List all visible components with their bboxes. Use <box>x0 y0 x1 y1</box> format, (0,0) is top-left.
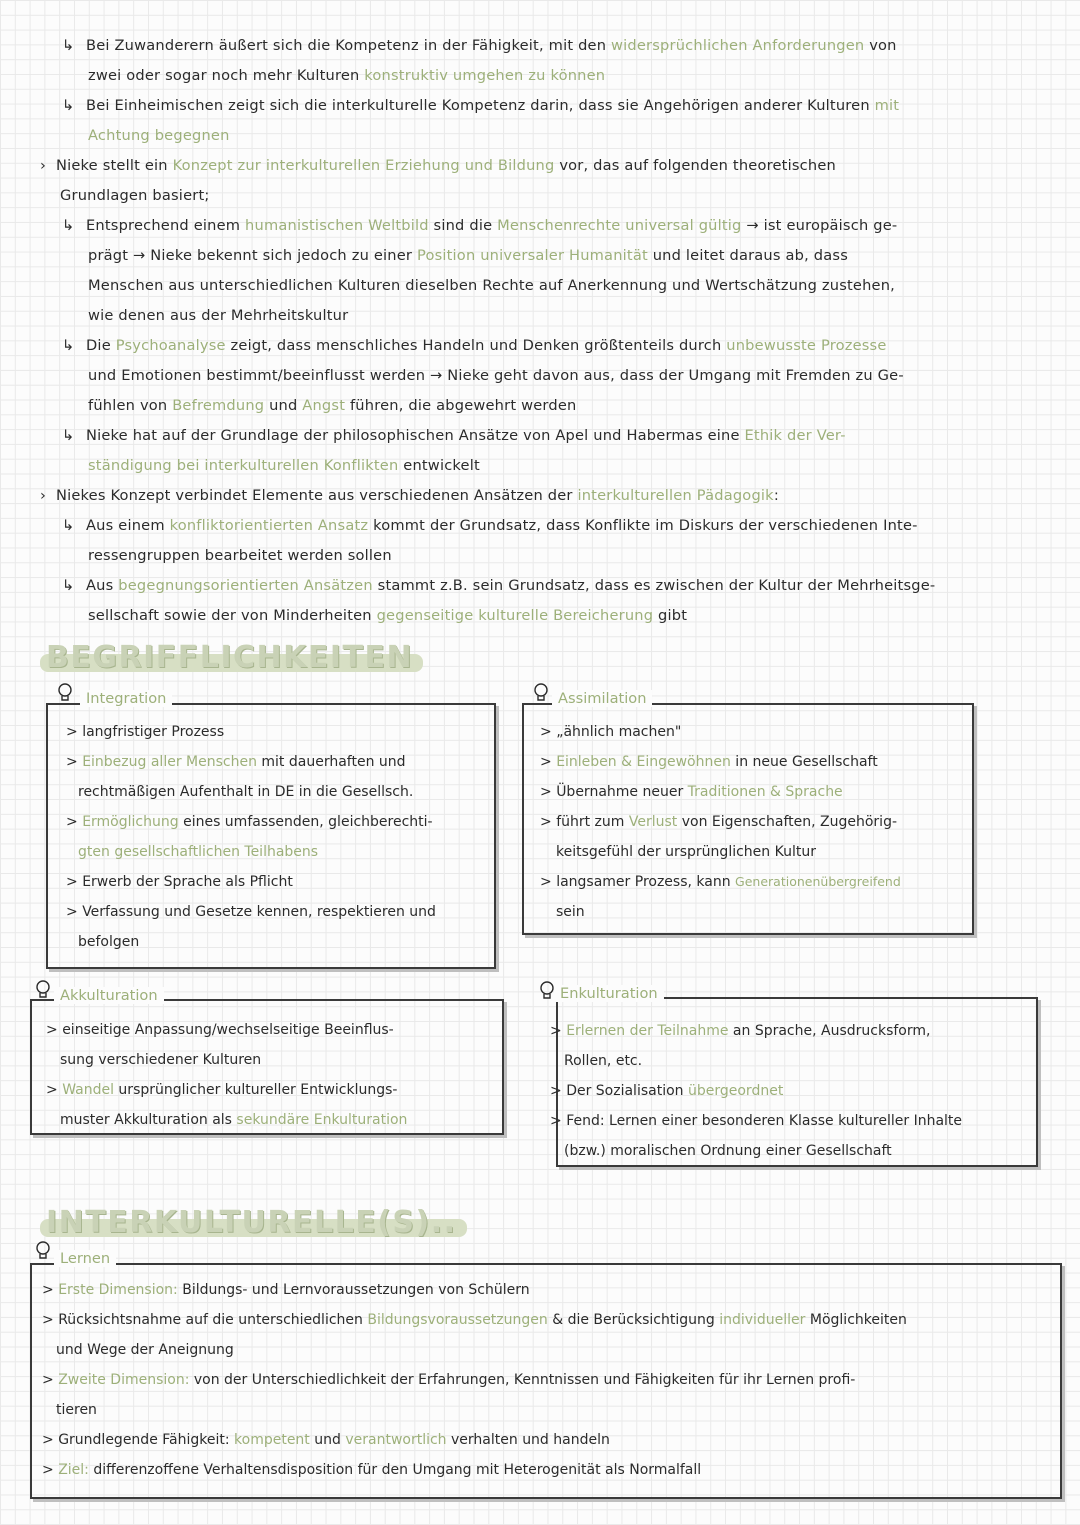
arrow-icon: ↳ <box>62 517 75 534</box>
integration-line-5: gten gesellschaftlichen Teilhabens <box>78 844 319 860</box>
akkulturation-title: Akkulturation <box>54 987 164 1004</box>
enkulturation-line-4: > Fend: Lernen einer besonderen Klasse kultureller Inhalte <box>550 1113 963 1129</box>
enkulturation-title: Enkulturation <box>554 985 664 1002</box>
section-heading-interkulturelle: INTERKULTURELLE(S).. <box>46 1205 457 1240</box>
section-heading-begrifflichkeiten: BEGRIFFLICHKEITEN <box>46 640 413 675</box>
intro-line-5: › Nieke stellt ein Konzept zur interkulturellen Erziehung und Bildung vor, das auf folgenden theoretischen <box>40 157 836 174</box>
enkulturation-line-3: > Der Sozialisation übergeordnet <box>550 1083 784 1099</box>
assimilation-title: Assimilation <box>552 690 652 707</box>
lernen-line-1: > Erste Dimension: Bildungs- und Lernvoraussetzungen von Schülern <box>42 1282 530 1298</box>
enkulturation-line-5: (bzw.) moralischen Ordnung einer Gesellschaft <box>564 1143 892 1159</box>
lightbulb-icon <box>56 682 74 704</box>
integration-line-8: befolgen <box>78 934 140 950</box>
intro-line-20: sellschaft sowie der von Minderheiten gegenseitige kulturelle Bereicherung gibt <box>88 607 688 624</box>
intro-line-7: ↳ Entsprechend einem humanistischen Weltbild sind die Menschenrechte universal gültig → ist europäisch ge- <box>62 211 897 241</box>
lightbulb-icon <box>34 979 52 1001</box>
arrow-icon: ↳ <box>62 217 75 234</box>
lernen-line-6: > Grundlegende Fähigkeit: kompetent und verantwortlich verhalten und handeln <box>42 1432 610 1448</box>
lernen-title: Lernen <box>54 1250 116 1267</box>
assimilation-line-7: sein <box>556 904 585 920</box>
intro-line-13: fühlen von Befremdung und Angst führen, die abgewehrt werden <box>88 397 577 414</box>
intro-line-11: ↳ Die Psychoanalyse zeigt, dass menschliches Handeln und Denken größtenteils durch unbewusste Prozesse <box>62 331 887 361</box>
assimilation-line-5: keitsgefühl der ursprünglichen Kultur <box>556 844 816 860</box>
lightbulb-icon <box>532 682 550 704</box>
intro-line-8: prägt → Nieke bekennt sich jedoch zu einer Position universaler Humanität und leitet daraus ab, dass <box>88 247 849 264</box>
intro-line-3: ↳ Bei Einheimischen zeigt sich die interkulturelle Kompetenz darin, dass sie Angehörigen anderer Kulturen mit <box>62 91 899 121</box>
intro-line-4: Achtung begegnen <box>88 127 230 144</box>
lernen-line-4: > Zweite Dimension: von der Unterschiedlichkeit der Erfahrungen, Kenntnissen und Fähigkeiten für ihr Lernen profi- <box>42 1372 856 1388</box>
arrow-icon: ↳ <box>62 427 75 444</box>
integration-line-7: > Verfassung und Gesetze kennen, respektieren und <box>66 904 436 920</box>
integration-line-1: > langfristiger Prozess <box>66 724 225 740</box>
intro-line-9: Menschen aus unterschiedlichen Kulturen dieselben Rechte auf Anerkennung und Wertschätzung zustehen, <box>88 277 896 294</box>
lightbulb-icon <box>34 1240 52 1262</box>
akkulturation-line-2: sung verschiedener Kulturen <box>60 1052 262 1068</box>
integration-title: Integration <box>80 690 172 707</box>
arrow-icon: ↳ <box>62 337 75 354</box>
akkulturation-line-1: > einseitige Anpassung/wechselseitige Beeinflus- <box>46 1022 394 1038</box>
intro-line-18: ressengruppen bearbeitet werden sollen <box>88 547 392 564</box>
intro-line-14: ↳ Nieke hat auf der Grundlage der philosophischen Ansätze von Apel und Habermas eine Ethik der Ver- <box>62 421 846 451</box>
akkulturation-line-3: > Wandel ursprünglicher kultureller Entwicklungs- <box>46 1082 398 1098</box>
integration-line-2: > Einbezug aller Menschen mit dauerhaften und <box>66 754 406 770</box>
lernen-line-7: > Ziel: differenzoffene Verhaltensdisposition für den Umgang mit Heterogenität als Normalfall <box>42 1462 702 1478</box>
arrow-icon: ↳ <box>62 37 75 54</box>
intro-line-1: ↳ Bei Zuwanderern äußert sich die Kompetenz in der Fähigkeit, mit den widersprüchlichen Anforderungen von <box>62 31 897 61</box>
lernen-line-5: tieren <box>56 1402 97 1418</box>
assimilation-line-3: > Übernahme neuer Traditionen & Sprache <box>540 784 843 800</box>
intro-line-2: zwei oder sogar noch mehr Kulturen konstruktiv umgehen zu können <box>88 67 606 84</box>
lernen-line-3: und Wege der Aneignung <box>56 1342 234 1358</box>
integration-line-6: > Erwerb der Sprache als Pflicht <box>66 874 293 890</box>
assimilation-line-1: > „ähnlich machen" <box>540 724 682 740</box>
assimilation-line-6: > langsamer Prozess, kann Generationenübergreifend <box>540 874 901 890</box>
intro-line-19: ↳ Aus begegnungsorientierten Ansätzen stammt z.B. sein Grundsatz, dass es zwischen der Kultur der Mehrheitsge- <box>62 571 935 601</box>
intro-line-16: › Niekes Konzept verbindet Elemente aus verschiedenen Ansätzen der interkulturellen Pädagogik: <box>40 487 779 504</box>
intro-line-12: und Emotionen bestimmt/beeinflusst werden → Nieke geht davon aus, dass der Umgang mit Fremden zu Ge- <box>88 367 904 384</box>
arrow-icon: ↳ <box>62 97 75 114</box>
enkulturation-line-2: Rollen, etc. <box>564 1053 643 1069</box>
integration-line-4: > Ermöglichung eines umfassenden, gleichberechti- <box>66 814 433 830</box>
akkulturation-line-4: muster Akkulturation als sekundäre Enkulturation <box>60 1112 408 1128</box>
intro-line-6: Grundlagen basiert; <box>60 187 210 204</box>
intro-line-17: ↳ Aus einem konfliktorientierten Ansatz kommt der Grundsatz, dass Konflikte im Diskurs der verschiedenen Inte- <box>62 511 918 541</box>
intro-line-15: ständigung bei interkulturellen Konflikten entwickelt <box>88 457 480 474</box>
intro-line-10: wie denen aus der Mehrheitskultur <box>88 307 349 324</box>
enkulturation-line-1: > Erlernen der Teilnahme an Sprache, Ausdrucksform, <box>550 1023 931 1039</box>
assimilation-line-2: > Einleben & Eingewöhnen in neue Gesellschaft <box>540 754 878 770</box>
lernen-line-2: > Rücksichtsnahme auf die unterschiedlichen Bildungsvoraussetzungen & die Berücksichtigung individueller Möglichkeiten <box>42 1312 907 1328</box>
arrow-icon: ↳ <box>62 577 75 594</box>
integration-line-3: rechtmäßigen Aufenthalt in DE in die Gesellsch. <box>78 784 414 800</box>
assimilation-line-4: > führt zum Verlust von Eigenschaften, Zugehörig- <box>540 814 898 830</box>
